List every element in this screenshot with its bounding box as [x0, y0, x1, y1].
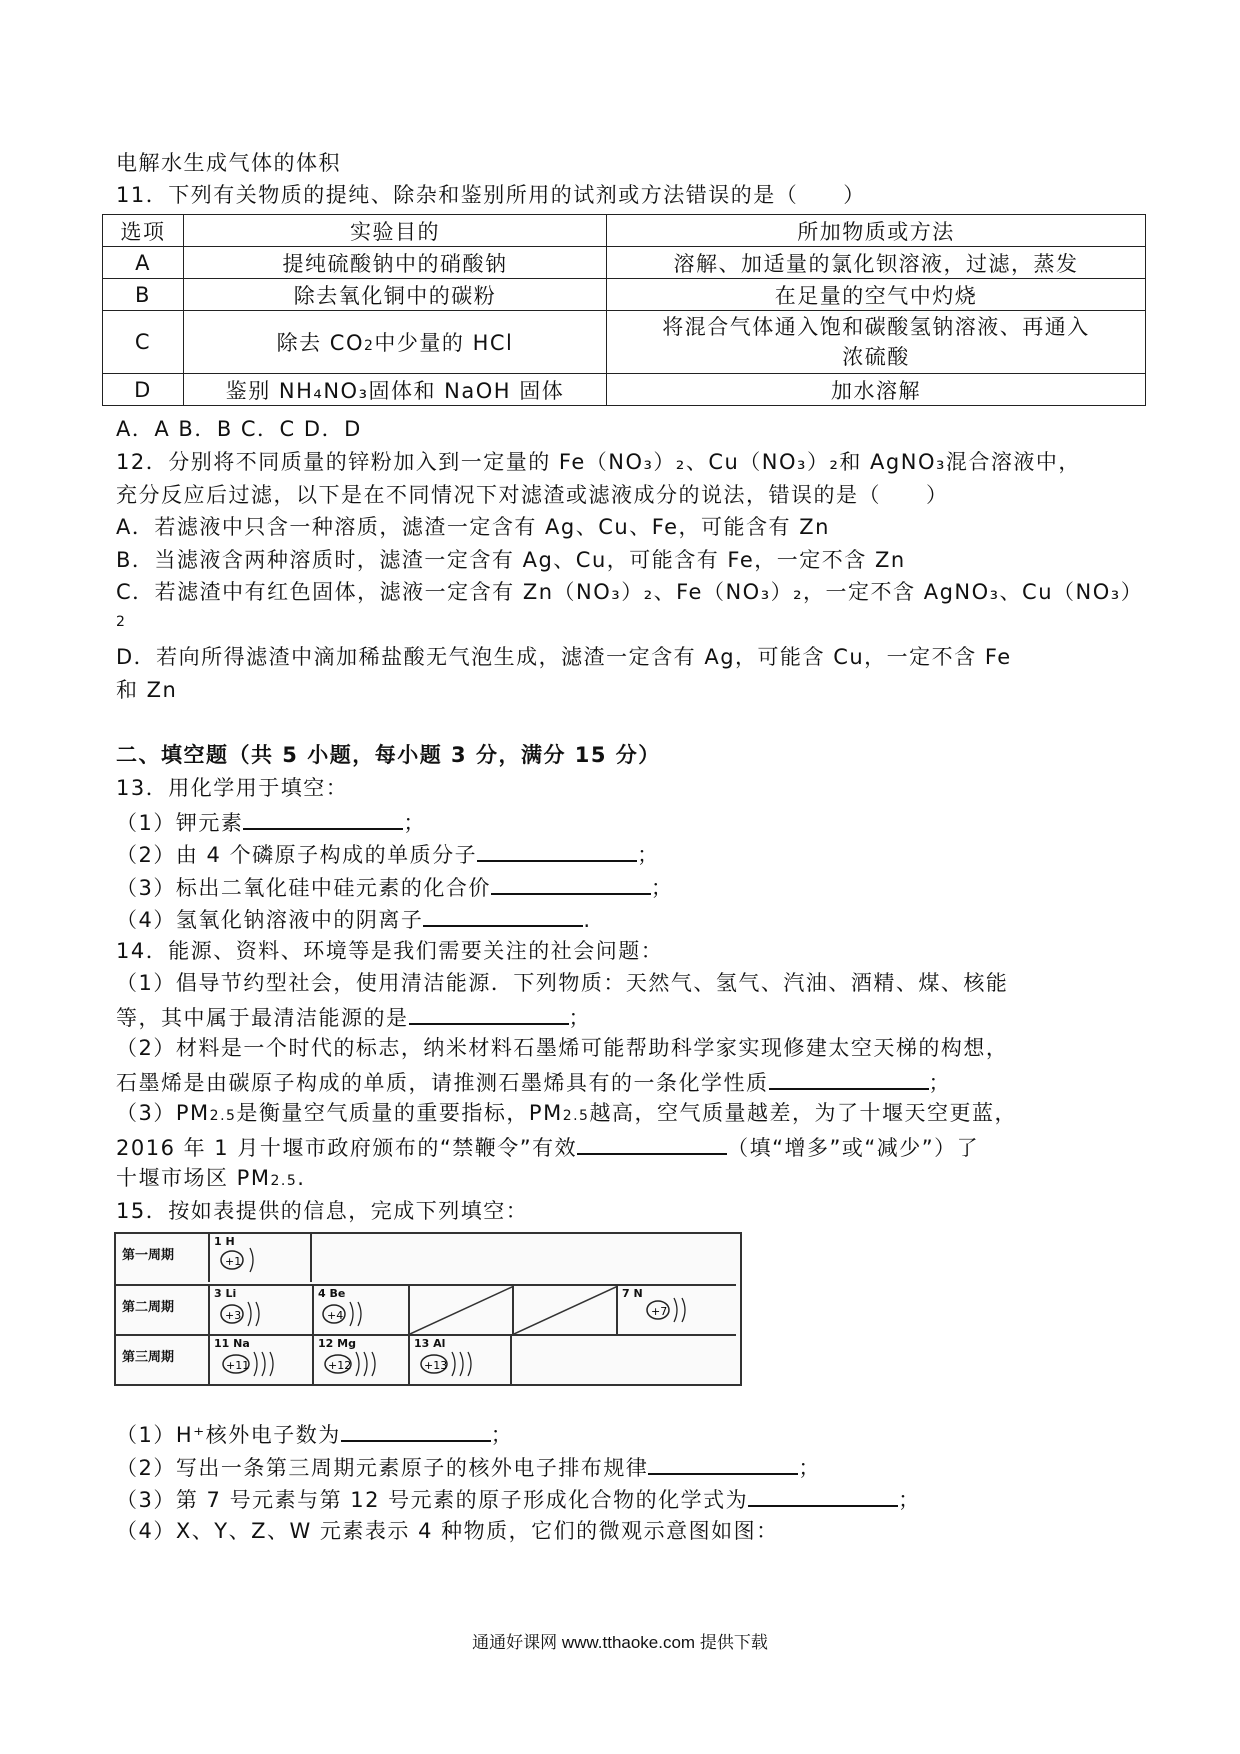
section-heading: 二、填空题（共 5 小题，每小题 3 分，满分 15 分） [116, 743, 661, 767]
cell-text: 除去 CO [276, 331, 364, 355]
svg-text:+1: +1 [225, 1255, 242, 1268]
svg-text:+7: +7 [651, 1305, 668, 1318]
text-line: 电解水生成气体的体积 [116, 151, 341, 175]
element-cell [312, 1336, 408, 1384]
table-row [103, 247, 1146, 279]
item-text: （2）写出一条第三周期元素原子的核外电子排布规律 [116, 1456, 649, 1480]
item-punct: ； [898, 1488, 921, 1512]
element-symbol: 12 Mg [318, 1337, 356, 1350]
svg-text:+13: +13 [424, 1359, 448, 1372]
element-symbol: 7 N [622, 1287, 643, 1300]
item-text: （3）PM [116, 1101, 210, 1125]
question-13-item-4 [116, 903, 592, 935]
period-label-cell [116, 1234, 208, 1282]
question-12-option-d-line1: D．若向所得滤渣中滴加稀盐酸无气泡生成，滤渣一定含有 Ag，可能含 Cu，一定不含 Fe [116, 645, 1012, 669]
item-punct: . [583, 908, 592, 932]
table-cell: A [103, 247, 184, 279]
item-text: 等，其中属于最清洁能源的是 [116, 1006, 409, 1030]
item-text: . [297, 1166, 306, 1190]
table-header-cell: 实验目的 [184, 215, 607, 247]
question-15-stem: 15．按如表提供的信息，完成下列填空： [116, 1199, 529, 1223]
item-text: （1）H⁺核外电子数为 [116, 1423, 341, 1447]
answer-blank[interactable] [648, 1451, 798, 1475]
question-12-option-c: C．若滤渣中有红色固体，滤液一定含有 Zn（NO₃）₂、Fe（NO₃）₂，一定不含 AgNO₃、Cu（NO₃） [116, 580, 1144, 604]
table-header-cell: 所加物质或方法 [607, 215, 1146, 247]
answer-blank[interactable] [341, 1418, 491, 1442]
question-11-choices: A．A B．B C．C D．D [116, 417, 362, 441]
period-3-row [116, 1334, 736, 1384]
table-cell [184, 311, 607, 374]
question-14-part-3-line3 [116, 1163, 305, 1196]
table-cell: 除去氧化铜中的碳粉 [184, 279, 607, 311]
question-13-stem: 13．用化学用于填空： [116, 776, 349, 800]
item-text: （3）第 7 号元素与第 12 号元素的原子形成化合物的化学式为 [116, 1488, 749, 1512]
table-cell: 在足量的空气中灼烧 [607, 279, 1146, 311]
question-14-part-1-line1: （1）倡导节约型社会，使用清洁能源．下列物质：天然气、氢气、汽油、酒精、煤、核能 [116, 971, 1009, 995]
item-punct: ； [568, 1006, 591, 1030]
question-14-part-2-line1: （2）材料是一个时代的标志，纳米材料石墨烯可能帮助科学家实现修建太空天梯的构想， [116, 1036, 1009, 1060]
table-row [103, 215, 1146, 247]
table-cell: D [103, 374, 184, 406]
svg-text:+11: +11 [226, 1359, 250, 1372]
question-15-item-3 [116, 1483, 921, 1515]
question-11-options-table [102, 214, 1146, 406]
svg-text:+4: +4 [327, 1309, 344, 1322]
item-text: 石墨烯是由碳原子构成的单质，请推测石墨烯具有的一条化学性质 [116, 1071, 769, 1095]
cell-text: 中少量的 HCl [374, 331, 514, 355]
svg-text:+3: +3 [225, 1309, 242, 1322]
cell-subscript: 2 [363, 338, 375, 354]
period-label: 第三周期 [122, 1350, 175, 1365]
period-2-row [116, 1284, 736, 1334]
period-label-cell [116, 1336, 208, 1384]
question-14-part-3-line2 [116, 1131, 979, 1163]
item-text: （4）氢氧化钠溶液中的阴离子 [116, 908, 424, 932]
subscript: 2.5 [209, 1108, 237, 1124]
question-13-item-3 [116, 871, 673, 903]
element-cell [208, 1286, 312, 1334]
empty-element-cell [408, 1286, 512, 1334]
item-text: （2）由 4 个磷原子构成的单质分子 [116, 843, 478, 867]
subscript: 2.5 [562, 1108, 590, 1124]
item-text: 2016 年 1 月十堰市政府颁布的“禁鞭令”有效 [116, 1136, 578, 1160]
item-text: 越高，空气质量越差，为了十堰天空更蓝， [589, 1101, 1017, 1125]
item-punct: ； [403, 811, 426, 835]
answer-blank[interactable] [769, 1066, 929, 1090]
item-punct: ； [928, 1071, 951, 1095]
question-15-item-2 [116, 1451, 821, 1483]
question-13-item-2 [116, 838, 660, 870]
table-row [103, 311, 1146, 374]
element-cell [408, 1336, 512, 1384]
answer-blank[interactable] [243, 806, 403, 830]
item-punct: ； [798, 1456, 821, 1480]
table-cell: 加水溶解 [607, 374, 1146, 406]
answer-blank[interactable] [409, 1001, 569, 1025]
question-14-part-1-line2 [116, 1001, 591, 1033]
question-12-option-a: A．若滤液中只含一种溶质，滤渣一定含有 Ag、Cu、Fe，可能含有 Zn [116, 515, 830, 539]
svg-text:+12: +12 [328, 1359, 352, 1372]
table-cell [607, 311, 1146, 374]
item-text: （3）标出二氧化硅中硅元素的化合价 [116, 876, 491, 900]
question-14-stem: 14．能源、资料、环境等是我们需要关注的社会问题： [116, 939, 664, 963]
table-cell: 鉴别 NH₄NO₃固体和 NaOH 固体 [184, 374, 607, 406]
element-cell [616, 1286, 736, 1334]
page-footer: 通通好课网 www.tthaoke.com 提供下载 [472, 1633, 768, 1652]
element-symbol: 1 H [214, 1235, 235, 1248]
cell-text: 将混合气体通入饱和碳酸氢钠溶液、再通入 [662, 315, 1090, 339]
periodic-table-figure [114, 1232, 742, 1386]
table-header-cell: 选项 [103, 215, 184, 247]
table-cell: B [103, 279, 184, 311]
item-text: （1）钾元素 [116, 811, 244, 835]
table-row [103, 374, 1146, 406]
item-punct: ； [637, 843, 660, 867]
element-symbol: 11 Na [214, 1337, 250, 1350]
answer-blank[interactable] [423, 903, 583, 927]
element-symbol: 13 Al [414, 1337, 446, 1350]
item-text: 十堰市场区 PM [116, 1166, 271, 1190]
table-row [103, 279, 1146, 311]
table-cell: 提纯硫酸钠中的硝酸钠 [184, 247, 607, 279]
answer-blank[interactable] [491, 871, 651, 895]
question-14-part-3-line1 [116, 1098, 1017, 1131]
empty-element-cell [512, 1286, 616, 1334]
item-punct: ； [490, 1423, 514, 1447]
element-cell [208, 1336, 312, 1384]
question-14-part-2-line2 [116, 1066, 951, 1098]
period-label: 第二周期 [122, 1300, 175, 1315]
table-cell: 溶解、加适量的氯化钡溶液，过滤，蒸发 [607, 247, 1146, 279]
question-13-item-1 [116, 806, 426, 838]
question-12-option-c-continued: 2 [116, 614, 125, 630]
question-12-stem-line1: 12．分别将不同质量的锌粉加入到一定量的 Fe（NO₃）₂、Cu（NO₃）₂和 AgNO₃混合溶液中， [116, 450, 1081, 474]
answer-blank[interactable] [748, 1483, 898, 1507]
question-12-stem-line2: 充分反应后过滤，以下是在不同情况下对滤渣或滤液成分的说法，错误的是（ ） [116, 483, 949, 507]
answer-blank[interactable] [577, 1131, 727, 1155]
element-symbol: 4 Be [318, 1287, 346, 1300]
question-12-option-d-line2: 和 Zn [116, 678, 178, 702]
item-text: 是衡量空气质量的重要指标，PM [236, 1101, 563, 1125]
period-label-cell [116, 1286, 208, 1334]
cell-text: 浓硫酸 [842, 345, 910, 369]
element-symbol: 3 Li [214, 1287, 237, 1300]
question-15-item-1 [116, 1418, 513, 1450]
question-15-item-4: （4）X、Y、Z、W 元素表示 4 种物质，它们的微观示意图如图： [116, 1519, 779, 1543]
item-punct: ； [650, 876, 674, 900]
question-11-stem: 11．下列有关物质的提纯、除杂和鉴别所用的试剂或方法错误的是（ ） [116, 183, 866, 207]
period-1-row [116, 1234, 312, 1282]
answer-blank[interactable] [477, 838, 637, 862]
element-cell [312, 1286, 408, 1334]
table-cell: C [103, 311, 184, 374]
question-12-option-b: B．当滤液含两种溶质时，滤渣一定含有 Ag、Cu，可能含有 Fe，一定不含 Zn [116, 548, 906, 572]
subscript: 2.5 [270, 1173, 298, 1189]
item-text: （填“增多”或“减少”）了 [727, 1136, 980, 1160]
element-cell [208, 1234, 312, 1282]
period-label: 第一周期 [122, 1248, 175, 1263]
